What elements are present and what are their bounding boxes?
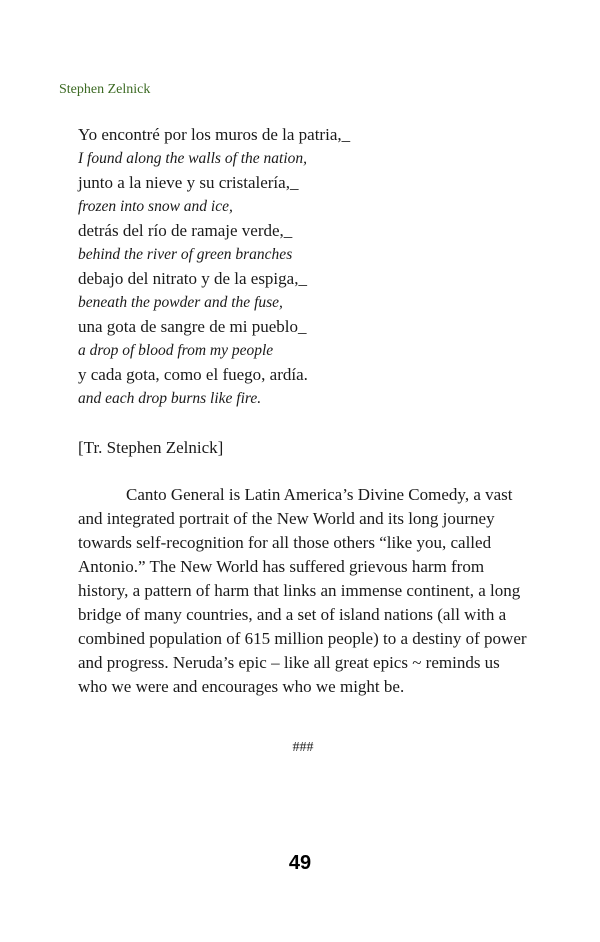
poem-line-es: detrás del río de ramaje verde,_ xyxy=(78,221,293,240)
poem-line-en: behind the river of green branches xyxy=(78,246,293,263)
body-paragraph: Canto General is Latin America’s Divine Comedy, a vast and integrated portrait of the New World and its long journey towards self-recognition for all those others “like you, called Antonio.” The New World has suffered grievous harm from history, a pattern of harm that links an immense continent, a long bridge of many countries, and a set of island nations (all with a combined population of 615 million people) to a destiny of power and progress. Neruda’s epic – like all great epics ~ reminds us who we were and encourages who we might be. xyxy=(78,485,527,696)
poem-line-en: I found along the walls of the nation, xyxy=(78,150,308,167)
poem-block xyxy=(78,123,518,411)
poem-line-es: Yo encontré por los muros de la patria,_ xyxy=(78,125,351,144)
section-separator xyxy=(0,740,600,756)
poem-line-en: a drop of blood from my people xyxy=(78,342,274,359)
poem-line-es: y cada gota, como el fuego, ardía. xyxy=(78,365,308,384)
running-header-author: Stephen Zelnick xyxy=(59,82,151,97)
page-number: 49 xyxy=(288,852,312,874)
translation-credit: [Tr. Stephen Zelnick] xyxy=(78,438,224,457)
poem-line-es: junto a la nieve y su cristalería,_ xyxy=(78,173,299,192)
separator-text: ### xyxy=(292,740,314,755)
poem-line-es: debajo del nitrato y de la espiga,_ xyxy=(78,269,307,288)
poem-line-en: frozen into snow and ice, xyxy=(78,198,233,215)
poem-line-es: una gota de sangre de mi pueblo_ xyxy=(78,317,307,336)
poem-line-en: and each drop burns like fire. xyxy=(78,390,262,407)
poem-line-en: beneath the powder and the fuse, xyxy=(78,294,283,311)
body-paragraph-container xyxy=(78,483,528,699)
